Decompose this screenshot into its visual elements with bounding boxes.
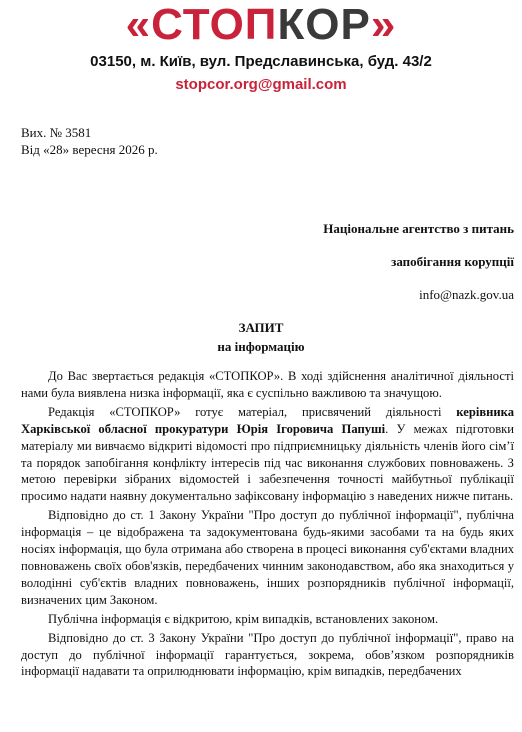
document-title-sub: на інформацію [217,339,305,354]
outgoing-number: Вих. № 3581 [21,125,92,140]
document-title [0,318,522,356]
outgoing-reference [21,124,158,158]
body-paragraph-1: До Вас звертається редакція «СТОПКОР». В ході здійснення аналітичної діяльності нами була виявлена низка інформації, яка є суспільно важливою та значущою. [21,369,514,400]
logo-quote-close: » [370,0,397,49]
letterhead-email: stopcor.org@gmail.com [175,76,347,93]
letterhead-logo [0,0,522,50]
recipient-name-line1: Національне агентство з питань [323,221,514,236]
recipient-name-line2: запобігання корупції [391,254,514,269]
document-title-main: ЗАПИТ [238,320,284,335]
body-paragraph-2-start: Редакція «СТОПКОР» готує матеріал, присвячений діяльності [48,404,457,419]
body-paragraph-3: Відповідно до ст. 1 Закону України "Про доступ до публічної інформації", публічна інформація – це відображена та задокументована будь-якими засобами та на будь яких носіях інформація, що була отримана або створена в процесі виконання суб'єктами владних повноважень своїх обов'язків, передбачених чинним законодавством, або яка знаходиться у володінні суб'єктів владних повноважень, інших розпорядників публічної інформації, визначених цим Законом. [21,508,515,607]
body-paragraph-2-highlight: керівника Харківської обласної прокуратури Юрія Ігоровича Папуші [21,404,514,436]
body-paragraph-4: Публічна інформація є відкритою, крім випадків, встановлених законом. [48,611,439,626]
outgoing-date: Від «28» вересня 2026 р. [21,142,158,157]
logo-text-dark: КОР [277,0,371,49]
recipient-block [323,221,514,320]
recipient-email: info@nazk.gov.ua [419,287,514,302]
body-paragraph-5: Відповідно до ст. 3 Закону України "Про доступ до публічної інформації", право на доступ до публічної інформації гарантується, зокрема, обов’язком розпорядників інформації надавати та оприлюднювати інформацію, крім випадків, передбачених [21,630,514,679]
logo-text-red: СТОП [151,0,278,49]
body-paragraph-2 [21,404,514,505]
body-paragraph-2-end: . У межах підготовки матеріалу ми вивчаємо відкриті відомості про підприємницьку діяльність членів його сім’ї та порядок запобігання конфлікту інтересів під час виконання службових повноважень. З метою перевірки зібраних відомостей і забезпечення точності майбутньої публікації просимо надати наявну документально зафіксовану інформацію з наведених нижче питань. [21,421,515,504]
logo-quote-open: « [125,0,152,49]
letterhead-address: 03150, м. Київ, вул. Предславинська, буд. 43/2 [90,53,432,70]
document-body [21,368,514,682]
